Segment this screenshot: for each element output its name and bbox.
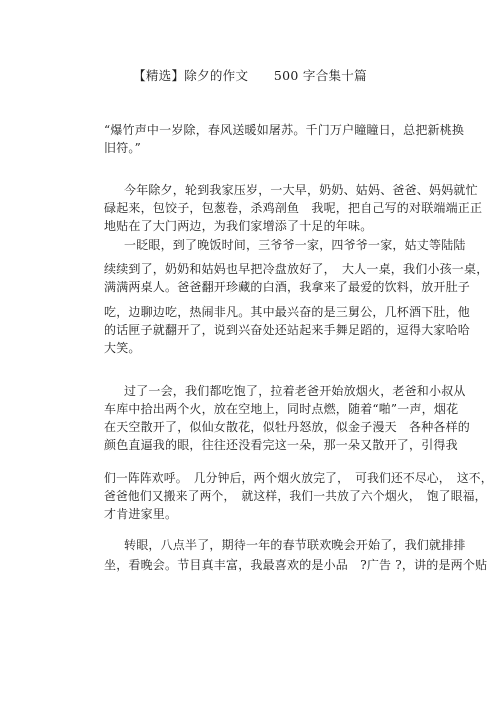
- text-line: 旧符。”: [104, 141, 141, 155]
- text-line: 吃，边聊边吃，热闹非凡。其中最兴奋的是三舅公，几杯酒下肚，他: [104, 305, 471, 319]
- text-line: 过了一会，我们都吃饱了，拉着老爸开始放烟火，老爸和小叔从: [124, 384, 466, 398]
- text-line: 碌起来，包饺子，包葱卷，杀鸡剖鱼 我呢，把自己写的对联端端正正: [104, 201, 483, 215]
- text-line: 大笑。: [104, 341, 141, 355]
- text-line: 们一阵阵欢呼。 几分钟后，两个烟火放完了， 可我们还不尽心， 这不，: [104, 471, 493, 485]
- text-line: “爆竹声中一岁除，春风送暖如屠苏。千门万户瞳瞳日，总把新桃换: [104, 123, 465, 137]
- text-line: 车库中拾出两个火，放在空地上，同时点燃，随着“啪”一声，烟花: [104, 402, 459, 416]
- document-title: 【精选】除夕的作文 500 字合集十篇: [133, 68, 367, 83]
- text-line: 满满两桌人。爸爸翻开珍藏的白酒，我拿来了最爱的饮料，放开肚子: [104, 280, 471, 294]
- text-line: 才肯进家里。: [104, 507, 178, 521]
- text-line: 今年除夕，轮到我家压岁，一大早，奶奶、姑妈、爸爸、妈妈就忙: [124, 183, 478, 197]
- text-line: 地贴在了大门两边，为我们家增添了十足的年味。: [104, 219, 373, 233]
- text-line: 一眨眼，到了晚饭时间，三爷爷一家，四爷爷一家，姑丈等陆陆: [124, 238, 466, 252]
- text-line: 在天空散开了，似仙女散花，似牡丹怒放，似金子漫天 各种各样的: [104, 420, 471, 434]
- text-line: 颜色直逼我的眼，往往还没看完这一朵，那一朵又散开了，引得我: [104, 438, 458, 452]
- text-line: 坐，看晚会。节目真丰富，我最喜欢的是小品 ?广告 ?，讲的是两个贴: [104, 558, 488, 572]
- text-line: 转眼，八点半了，期待一年的春节联欢晚会开始了，我们就排排: [124, 538, 466, 552]
- text-line: 续续到了，奶奶和姑妈也早把冷盘放好了， 大人一桌，我们小孩一桌，: [104, 262, 489, 276]
- text-line: 爸爸他们又搬来了两个， 就这样，我们一共放了六个烟火， 饱了眼福，: [104, 489, 487, 503]
- text-line: 的话匣子就翻开了，说到兴奋处还站起来手舞足蹈的，逗得大家哈哈: [104, 323, 471, 337]
